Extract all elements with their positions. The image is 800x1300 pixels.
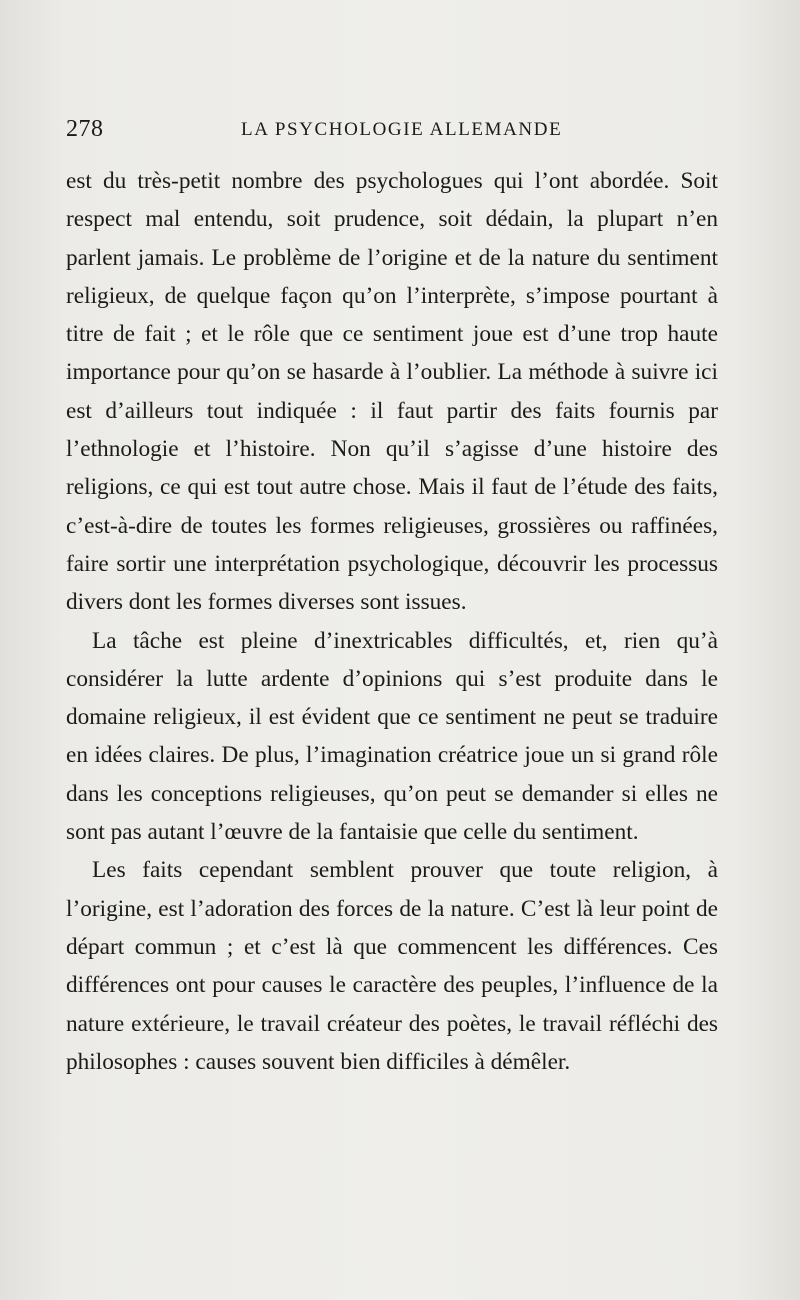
- body-text: [66, 162, 718, 1081]
- page-header: [66, 116, 706, 146]
- paragraph-1: est du très-petit nombre des psychologues qui l’ont abordée. Soit respect mal entendu, soit prudence, soit dédain, la plupart n’en parlent jamais. Le problème de l’origine et de la nature du sentiment religieux, de quelque façon qu’on l’interprète, s’impose pourtant à titre de fait ; et le rôle que ce sentiment joue est d’une trop haute importance pour qu’on se hasarde à l’oublier. La méthode à suivre ici est d’ailleurs tout indiquée : il faut partir des faits fournis par l’ethnologie et l’histoire. Non qu’il s’agisse d’une histoire des religions, ce qui est tout autre chose. Mais il faut de l’étude des faits, c’est-à-dire de toutes les formes religieuses, grossières ou raffinées, faire sortir une interprétation psychologique, découvrir les processus divers dont les formes diverses sont issues.: [66, 168, 718, 616]
- paragraph-2: La tâche est pleine d’inextricables difficultés, et, rien qu’à considérer la lutte ardente d’opinions qui s’est produite dans le domaine religieux, il est évident que ce sentiment ne peut se traduire en idées claires. De plus, l’imagination créatrice joue un si grand rôle dans les conceptions religieuses, qu’on peut se demander si elles ne sont pas autant l’œuvre de la fantaisie que celle du sentiment.: [66, 627, 718, 846]
- paragraph-3: Les faits cependant semblent prouver que toute religion, à l’origine, est l’adoration des forces de la nature. C’est là leur point de départ commun ; et c’est là que commencent les différences. Ces différences ont pour causes le caractère des peuples, l’influence de la nature extérieure, le travail créateur des poètes, le travail réfléchi des philosophes : causes souvent bien difficiles à démêler.: [66, 857, 718, 1075]
- running-head: LA PSYCHOLOGIE ALLEMANDE: [241, 119, 563, 140]
- page-number: 278: [66, 116, 104, 142]
